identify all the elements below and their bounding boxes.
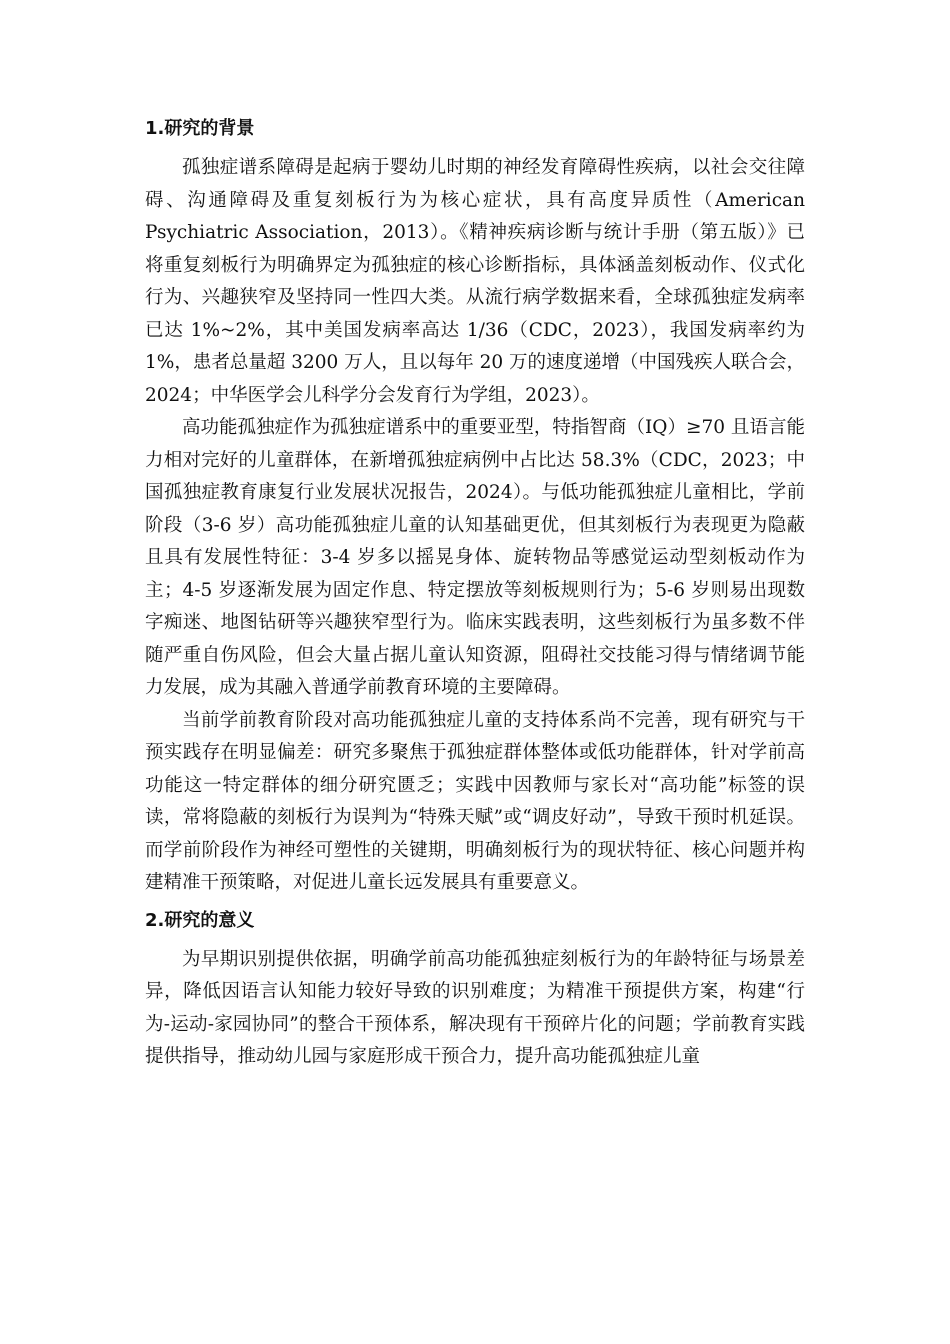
paragraph-background-1: 孤独症谱系障碍是起病于婴幼儿时期的神经发育障碍性疾病，以社会交往障碍、沟通障碍及重复刻板行为为核心症状，具有高度异质性（American Psychiatric Association，2013）。《精神疾病诊断与统计手册（第五版）》已将重复刻板行为明确界定为孤独症的核心诊断指标，具体涵盖刻板动作、仪式化行为、兴趣狭窄及坚持同一性四大类。从流行病学数据来看，全球孤独症发病率已达 1%~2%，其中美国发病率高达 1/36（CDC，2023），我国发病率约为 1%，患者总量超 3200 万人，且以每年 20 万的速度递增（中国残疾人联合会，2024；中华医学会儿科学分会发育行为学组，2023）。: [145, 157, 805, 406]
paragraph-background-2: 高功能孤独症作为孤独症谱系中的重要亚型，特指智商（IQ）≥70 且语言能力相对完好的儿童群体，在新增孤独症病例中占比达 58.3%（CDC，2023；中国孤独症教育康复行业发展状况报告，2024）。与低功能孤独症儿童相比，学前阶段（3-6 岁）高功能孤独症儿童的认知基础更优，但其刻板行为表现更为隐蔽且具有发展性特征：3-4 岁多以摇晃身体、旋转物品等感觉运动型刻板动作为主；4-5 岁逐渐发展为固定作息、特定摆放等刻板规则行为；5-6 岁则易出现数字痴迷、地图钻研等兴趣狭窄型行为。临床实践表明，这些刻板行为虽多数不伴随严重自伤风险，但会大量占据儿童认知资源，阻碍社交技能习得与情绪调节能力发展，成为其融入普通学前教育环境的主要障碍。: [145, 417, 805, 698]
document-body: [145, 114, 805, 1074]
paragraph-background-3: 当前学前教育阶段对高功能孤独症儿童的支持体系尚不完善，现有研究与干预实践存在明显偏差：研究多聚焦于孤独症群体整体或低功能群体，针对学前高功能这一特定群体的细分研究匮乏；实践中因教师与家长对“高功能”标签的误读，常将隐蔽的刻板行为误判为“特殊天赋”或“调皮好动”，导致干预时机延误。而学前阶段作为神经可塑性的关键期，明确刻板行为的现状特征、核心问题并构建精准干预策略，对促进儿童长远发展具有重要意义。: [145, 709, 805, 893]
paragraph-significance-1: 为早期识别提供依据，明确学前高功能孤独症刻板行为的年龄特征与场景差异，降低因语言认知能力较好导致的识别难度；为精准干预提供方案，构建“行为-运动-家园协同”的整合干预体系，解决现有干预碎片化的问题；学前教育实践提供指导，推动幼儿园与家庭形成干预合力，提升高功能孤独症儿童: [145, 948, 805, 1067]
section-heading-significance: 2.研究的意义: [145, 909, 255, 931]
section-heading-background: 1.研究的背景: [145, 118, 255, 139]
